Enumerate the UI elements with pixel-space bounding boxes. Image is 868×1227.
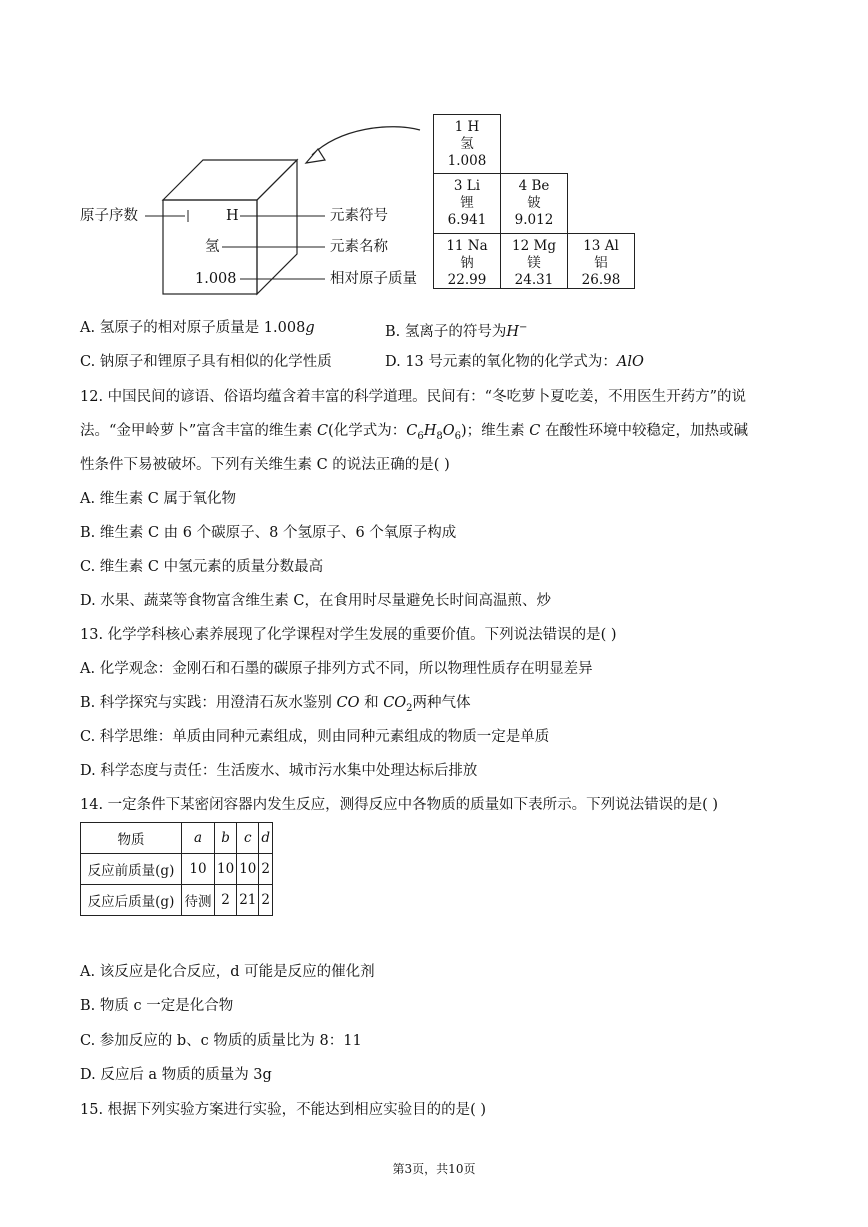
q13-text: 和 — [359, 695, 384, 711]
element-symbol-label: 元素符号 — [330, 208, 388, 224]
q14-option-b: B. 物质 c 一定是化合物 — [80, 998, 234, 1014]
q12-stem-line2 — [80, 421, 748, 447]
table-header-cell: d — [259, 823, 273, 854]
q11-option-c: C. 钠原子和锂原子具有相似的化学性质 — [80, 354, 332, 370]
q12-option-a: A. 维生素 C 属于氧化物 — [80, 491, 237, 507]
table-cell: 反应后质量(g) — [81, 885, 182, 916]
q15-stem: 15. 根据下列实验方案进行实验，不能达到相应实验目的的是( ) — [80, 1102, 487, 1118]
table-header-cell: c — [237, 823, 259, 854]
pt-cell-mass: 9.012 — [514, 212, 554, 228]
pt-cell-number-symbol: 12 Mg — [512, 238, 556, 254]
pt-cell-mass: 22.99 — [447, 272, 487, 288]
mass-table — [80, 822, 273, 916]
pt-cell-name: 氢 — [460, 136, 474, 152]
q11-option-b — [385, 318, 527, 342]
table-row — [81, 823, 273, 854]
table-cell: 2 — [259, 854, 273, 885]
q12-option-b: B. 维生素 C 由 6 个碳原子、8 个氢原子、6 个氧原子构成 — [80, 525, 457, 541]
q12-option-c: C. 维生素 C 中氢元素的质量分数最高 — [80, 559, 324, 575]
q13-option-c: C. 科学思维：单质由同种元素组成，则由同种元素组成的物质一定是单质 — [80, 729, 550, 745]
pt-cell-be — [500, 173, 568, 234]
q12-formula-o: O — [442, 423, 455, 439]
q11-option-d — [385, 352, 644, 372]
table-cell: 10 — [237, 854, 259, 885]
pt-cell-li — [433, 173, 501, 234]
table-cell: 待测 — [182, 885, 215, 916]
q12-formula-sub: 6 — [454, 430, 461, 442]
q13-option-b — [80, 693, 471, 719]
q12-option-d: D. 水果、蔬菜等食物富含维生素 C，在食用时尽量避免长时间高温煎、炒 — [80, 593, 552, 609]
pt-cell-name: 锂 — [460, 195, 474, 211]
q12-formula-h: H — [423, 423, 437, 439]
pt-cell-h — [433, 114, 501, 174]
q12-vitamin-c: C — [529, 423, 541, 439]
q12-text: 在酸性环境中较稳定，加热或碱 — [540, 423, 748, 439]
pt-cell-mass: 26.98 — [581, 272, 621, 288]
table-cell: 2 — [215, 885, 237, 916]
table-row — [81, 854, 273, 885]
q13-text: B. 科学探究与实践：用澄清石灰水鉴别 — [80, 695, 337, 711]
q11-option-a-unit: g — [305, 320, 315, 336]
relative-atomic-mass-label: 相对原子质量 — [330, 271, 417, 287]
q13-option-a: A. 化学观念：金刚石和石墨的碳原子排列方式不同，所以物理性质存在明显差异 — [80, 661, 593, 677]
pt-cell-number-symbol: 11 Na — [446, 238, 488, 254]
pt-cell-na — [433, 233, 501, 289]
cube-mass: 1.008 — [195, 271, 237, 287]
q12-formula-c: C — [406, 423, 418, 439]
table-cell: 10 — [182, 854, 215, 885]
table-row — [81, 885, 273, 916]
q14-option-d: D. 反应后 a 物质的质量为 3g — [80, 1067, 272, 1083]
q12-formula-sub: 6 — [417, 430, 424, 442]
table-header-cell: 物质 — [81, 823, 182, 854]
q13-stem: 13. 化学学科核心素养展现了化学课程对学生发展的重要价值。下列说法错误的是( ) — [80, 627, 617, 643]
q11-option-a — [80, 318, 315, 338]
pt-cell-name: 铝 — [594, 255, 608, 271]
table-header-cell: a — [182, 823, 215, 854]
q13-formula-sub: 2 — [406, 702, 413, 714]
q13-formula-co: CO — [336, 695, 360, 711]
pt-cell-name: 镁 — [527, 255, 541, 271]
q11-option-d-formula: AlO — [616, 354, 644, 370]
q13-text: 两种气体 — [412, 695, 471, 711]
pt-cell-name: 钠 — [460, 255, 474, 271]
pt-cell-number-symbol: 3 Li — [453, 178, 481, 194]
q11-option-b-symbol: H — [506, 323, 520, 340]
pt-cell-mass: 24.31 — [514, 272, 554, 288]
pt-cell-number-symbol: 1 H — [454, 119, 480, 135]
table-cell: 10 — [215, 854, 237, 885]
q13-formula-co2: CO — [383, 695, 407, 711]
table-header-cell: b — [215, 823, 237, 854]
pt-cell-mass: 1.008 — [447, 153, 487, 169]
table-cell: 反应前质量(g) — [81, 854, 182, 885]
atomic-number-label: 原子序数 — [80, 208, 138, 224]
q12-stem-line3: 性条件下易被破坏。下列有关维生素 C 的说法正确的是( ) — [80, 457, 450, 473]
q14-option-a: A. 该反应是化合反应，d 可能是反应的催化剂 — [80, 964, 375, 980]
q12-text: 法。“金甲岭萝卜”富含丰富的维生素 — [80, 423, 317, 439]
pt-cell-al — [567, 233, 635, 289]
q12-text: )；维生素 — [461, 423, 530, 439]
q12-stem-line1: 12. 中国民间的谚语、俗语均蕴含着丰富的科学道理。民间有：“冬吃萝卜夏吃姜，不用医生开药方”的说 — [80, 389, 746, 405]
q12-text: (化学式为： — [328, 423, 407, 439]
q13-option-d: D. 科学态度与责任：生活废水、城市污水集中处理达标后排放 — [80, 763, 478, 779]
pt-cell-mg — [500, 233, 568, 289]
pt-cell-number-symbol: 13 Al — [583, 238, 619, 254]
element-name-label: 元素名称 — [330, 239, 388, 255]
q11-option-a-text: A. 氢原子的相对原子质量是 1.008 — [80, 320, 306, 336]
pt-cell-mass: 6.941 — [447, 212, 487, 228]
q11-option-d-text: D. 13 号元素的氧化物的化学式为： — [385, 354, 617, 370]
page-footer: 第3页，共10页 — [392, 1162, 476, 1176]
pt-cell-number-symbol: 4 Be — [518, 178, 550, 194]
table-cell: 21 — [237, 885, 259, 916]
pt-cell-name: 铍 — [527, 195, 541, 211]
q12-vitamin-c: C — [316, 423, 329, 439]
q14-option-c: C. 参加反应的 b、c 物质的质量比为 8：11 — [80, 1033, 362, 1049]
q11-option-b-charge: − — [519, 322, 528, 333]
q12-formula-sub: 8 — [436, 430, 443, 442]
cube-element-name: 氢 — [205, 239, 220, 255]
q14-stem: 14. 一定条件下某密闭容器内发生反应，测得反应中各物质的质量如下表所示。下列说法错误的是( ) — [80, 797, 719, 813]
q11-option-b-text: B. 氢离子的符号为 — [385, 323, 507, 340]
table-cell: 2 — [259, 885, 273, 916]
cube-symbol: H — [226, 208, 239, 224]
